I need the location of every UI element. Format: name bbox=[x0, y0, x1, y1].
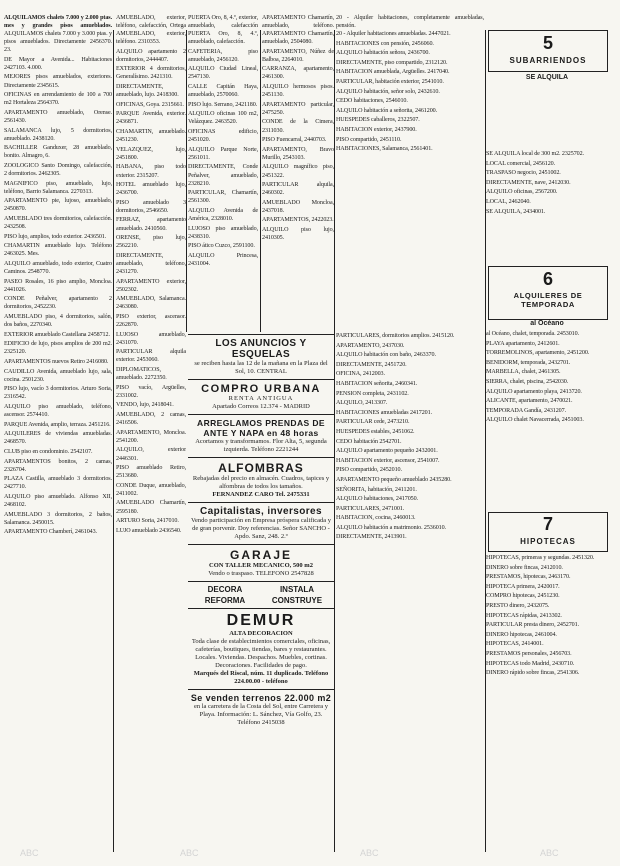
classified-ad: ALQUILO apartamento playa, 2413720. bbox=[486, 388, 582, 395]
classified-ad: CHAMARTIN, amueblado. 2451230. bbox=[116, 129, 186, 144]
classified-ad: EXTERIOR amueblado Castellana 2458712. bbox=[4, 331, 110, 338]
classified-ad: PARTICULARES, 2471001. bbox=[336, 505, 405, 512]
classified-ad: ALQUILO piso amueblado, teléfono, ascensor. 2574410. bbox=[4, 403, 112, 419]
classified-ad: ZOOLOGICO Santo Domingo, calefacción, 2 dormitorios. 2462305. bbox=[4, 162, 112, 177]
classified-ad: PISO amueblado Retiro, 2513680. bbox=[116, 465, 186, 480]
ad-demur-title: DEMUR bbox=[226, 612, 296, 629]
ad-alfombras-footer: FERNANDEZ CARO Tel. 2475331 bbox=[212, 491, 310, 498]
classified-column-6b bbox=[486, 330, 608, 508]
classified-ad: LUJOSO amueblado, 2431070. bbox=[116, 331, 186, 346]
classified-ad: APARTAMENTO, 2437030. bbox=[336, 342, 405, 349]
classified-ad: PISO compartido, 2451110. bbox=[336, 136, 402, 143]
classified-ad: AMUEBLADO Moncloa, 2437018. bbox=[262, 199, 334, 214]
classified-column-2 bbox=[116, 30, 186, 852]
classified-ad: PISO Fuencarral, 2440703. bbox=[262, 137, 327, 144]
classified-ad: ALQUILO chalet Navacerrada, 2451003. bbox=[486, 417, 584, 424]
classified-ad: PARTICULAR cede, 2473210. bbox=[336, 419, 410, 426]
ad-capitalistas-title: Capitalistas, inversores bbox=[200, 506, 322, 517]
classified-ad: PISO ático Cuzco, 2591100. bbox=[188, 243, 255, 250]
classified-ad: AMUEBLADO, Salamanca. 2463080. bbox=[116, 296, 186, 311]
classified-ad: APARTAMENTO particular, 2475250. bbox=[262, 101, 334, 116]
classified-ad: PRESTAMOS, hipotecas, 2463170. bbox=[486, 574, 571, 581]
classified-ad: PASEO Rosales, 16 piso amplio, Moncloa. 2441026. bbox=[4, 278, 112, 293]
classified-ad: APARTAMENTO exterior, 2502302. bbox=[116, 278, 186, 293]
classified-ad: TEMPORADA Gandía, 2431207. bbox=[486, 407, 567, 414]
classified-ad: CALLE Capitán Haya, amueblado, 2570060. bbox=[188, 84, 258, 99]
ad-alfombras bbox=[188, 458, 334, 503]
ad-decora bbox=[188, 582, 334, 609]
ad-capitalistas-text: Vendo participación en Empresa próspera calificada y de gran porvenir. Doy referencias. Señor SANCHO - Apdo. Sanz, 248. 2.º bbox=[190, 517, 332, 540]
classified-ad: PARTICULARES, dormitorios amplios. 2415120. bbox=[336, 333, 455, 339]
classified-ad: DIRECTAMENTE, piso compartido, 2312120. bbox=[336, 59, 448, 66]
classified-ad: MAGNIFICO piso, amueblado, lujo, teléfono, Barrio Salamanca. 2270313. bbox=[4, 180, 112, 195]
classified-ad: CAUDILLO Avenida, amueblado lujo, sala, cocina. 2501230. bbox=[4, 368, 112, 383]
classified-ad: HABITACIONES amuebladas 2417201. bbox=[336, 409, 432, 416]
classified-ad: PISO amueblado 3 dormitorios, 2546650. bbox=[116, 199, 186, 214]
abc-watermark: ABC bbox=[20, 848, 39, 858]
header-col2: AMUEBLADO, exterior, teléfono, calefacción, Ortega bbox=[116, 15, 186, 30]
classified-ad: CAFETERIA, piso amueblado, 2456120. bbox=[188, 48, 258, 63]
classified-ad: ALQUILO habitación a señorita, 2461200. bbox=[336, 107, 438, 114]
classified-ad: APARTAMENTO amueblado, Orense. 2561430. bbox=[4, 109, 112, 124]
classified-ad: OFICINAS en arrendamiento de 100 a 700 m2 Hortaleza 2564370. bbox=[4, 92, 112, 107]
classified-ad: DIRECTAMENTE, 2451720. bbox=[336, 361, 407, 368]
column-rule bbox=[334, 30, 335, 852]
classified-ad: ALQUILO, exterior 2446301. bbox=[116, 447, 186, 462]
classified-ad: PARQUE Avenida, exterior. 2436871. bbox=[116, 111, 186, 126]
classified-ad: FERRAZ, apartamento amueblado. 2410560. bbox=[116, 217, 186, 232]
display-ads-block bbox=[188, 334, 334, 730]
section-5-title: SUBARRIENDOS bbox=[509, 56, 587, 65]
ad-compro-title: COMPRO URBANA bbox=[201, 383, 321, 395]
abc-watermark: ABC bbox=[540, 848, 559, 858]
classified-ad: PRESTAMOS personales, 2456703. bbox=[486, 650, 572, 657]
classified-ad: ALQUILO hermosos pisos. 2451130. bbox=[262, 84, 334, 99]
classified-ad: ALQUILO oficinas, 2567200. bbox=[486, 189, 558, 196]
ad-compro bbox=[188, 380, 334, 415]
classified-column-5b bbox=[336, 332, 484, 852]
classified-ad: DE Mayor a Avenida... Habitaciones 2427103. 4.000. bbox=[4, 56, 112, 71]
classified-ad: HIPOTECAS, 2414001. bbox=[486, 641, 544, 648]
classified-ad: LUJO amueblado 2436540. bbox=[116, 527, 182, 534]
ad-compro-line2: Apartado Correos 12.374 - MADRID bbox=[212, 403, 310, 410]
classified-ad: HUESPEDES estables, 2451062. bbox=[336, 428, 415, 435]
classified-ad: ALQUILO habitación con baño, 2463370. bbox=[336, 352, 436, 359]
classified-ad: DINERO hipotecas, 2461004. bbox=[486, 631, 557, 638]
ad-terrenos-text: en la carretera de la Costa del Sol, entre Carretera y Playa. Información: L. Sánchez, Vía Golfo, 23. Teléfono 2415038 bbox=[193, 703, 329, 726]
classified-ad: VELAZQUEZ, lujo, 2451800. bbox=[116, 146, 186, 161]
classified-ad: PARTICULAR, habitación exterior, 2541010. bbox=[336, 78, 444, 85]
classified-ad: HIPOTECAS, primeras y segundas. 2451320. bbox=[486, 555, 595, 561]
classified-ad: ALQUILAMOS chalets 7.000 y 3.000 ptas. y pisos amueblados. Directamente 2456370. 23. bbox=[4, 31, 112, 54]
classified-ad: PARTICULAR alquila, 2460302. bbox=[262, 182, 334, 197]
classified-ad: AMUEBLADO, 2 camas, 2416506. bbox=[116, 412, 186, 427]
classified-ad: AMUEBLADO tres dormitorios, calefacción. 2432508. bbox=[4, 215, 112, 231]
classified-ad: APARTAMENTO, Núñez de Balboa, 2264010. bbox=[262, 48, 334, 63]
ad-terrenos bbox=[188, 690, 334, 730]
ad-anuncios-text: se reciben hasta las 12 de la mañana en la Plaza del Sol, 10. CENTRAL bbox=[194, 360, 328, 375]
classified-ad: ALQUILO habitaciones, 2417050. bbox=[336, 496, 418, 503]
classified-ad: ALQUILO habitación a matrimonio. 2536010. bbox=[336, 524, 446, 531]
classified-ad: HIPOTECA primera, 2420017. bbox=[486, 583, 560, 590]
abc-watermark: ABC bbox=[180, 848, 199, 858]
classified-ad: CARRANZA, apartamento, 2461300. bbox=[262, 66, 334, 81]
classified-ad: BACHILLER Ganduxer, 28 amueblado, bonito. Almagro, 6. bbox=[4, 145, 112, 160]
classified-ad: ALQUILO amueblado, todo exterior, Cuatro Caminos. 2548770. bbox=[4, 260, 112, 276]
classified-ad: LUJOSO piso amueblado, 2438310. bbox=[188, 225, 258, 240]
classified-ad: 20 - Alquiler habitaciones amuebladas. 2447021. bbox=[336, 31, 451, 37]
section-6-title: ALQUILERES DE TEMPORADA bbox=[513, 291, 583, 309]
ad-alfombras-title: ALFOMBRAS bbox=[218, 461, 304, 475]
classified-column-1 bbox=[4, 30, 112, 852]
ad-anuncios bbox=[188, 334, 334, 380]
classified-ad: APARTAMENTO Chamartín, amueblado, 2504080. bbox=[262, 31, 334, 46]
classified-ad: ALQUILO apartamento pequeño 2432001. bbox=[336, 448, 438, 455]
section-7-box bbox=[488, 512, 608, 552]
classified-ad: HOTEL amueblado lujo, 2436700. bbox=[116, 182, 186, 197]
classified-ad: DIRECTAMENTE, Conde Peñalver, amueblado, 2328210. bbox=[188, 164, 258, 187]
classified-ad: PENSION completa, 2431102. bbox=[336, 390, 409, 397]
header-col5: 20 - Alquiler habitaciones, completamente amuebladas, pensión. bbox=[336, 15, 484, 30]
section-5-subtitle: SE ALQUILA bbox=[525, 74, 569, 81]
classified-ad: PARTICULAR, Chamartín, 2561300. bbox=[188, 190, 258, 205]
ad-arreglamos bbox=[188, 415, 334, 458]
classified-ad: HIPOTECAS todo Madrid, 2430710. bbox=[486, 660, 575, 667]
classified-ad: EXTERIOR 4 dormitorios, Generalísimo. 2421310. bbox=[116, 66, 186, 81]
classified-ad: MARBELLA, chalet, 2461305. bbox=[486, 369, 561, 376]
column-rule bbox=[113, 30, 114, 852]
ad-garaje-title: GARAJE bbox=[229, 548, 292, 562]
classified-ad: CONDE de la Cimera, 2311030. bbox=[262, 119, 334, 134]
classified-column-5 bbox=[336, 30, 484, 332]
classified-ad: DINERO rápido sobre fincas, 2541306. bbox=[486, 670, 580, 677]
classified-ad: APARTAMENTO pequeño amueblado 2435280. bbox=[336, 476, 452, 483]
section-6-number: 6 bbox=[542, 269, 553, 289]
classified-ad: APARTAMENTOS, 2422023. bbox=[262, 217, 334, 224]
section-7-number: 7 bbox=[542, 514, 553, 534]
classified-ad: LOCAL comercial, 2456120. bbox=[486, 160, 556, 167]
classified-column-6 bbox=[486, 150, 608, 266]
classified-ad: ARTURO Soria, 2417010. bbox=[116, 518, 179, 525]
classified-ad: OFICINAS edificio, 2451020. bbox=[188, 129, 258, 144]
classified-ad: AMUEBLADO, exterior, teléfono. 2310353. bbox=[116, 31, 186, 46]
classified-ad: PARTICULAR presta dinero, 2452701. bbox=[486, 622, 579, 629]
ad-demur-text: Toda clase de establecimientos comerciales, oficinas, cafeterías, boutiques, tiendas, bares y restaurantes. Locales. Viviendas. Despachos. Muebles, cortinas. Decoraciones. Facilidades de pago. bbox=[191, 638, 331, 669]
classified-ad: AMUEBLADO Chamartín, 2595180. bbox=[116, 500, 186, 515]
ad-garaje-line2: Vendo o traspaso. TELEFONO 2547828 bbox=[208, 570, 314, 577]
classified-ad: CEDO habitación 2542701. bbox=[336, 438, 402, 445]
classified-ad: DIRECTAMENTE, nave, 2412030. bbox=[486, 179, 571, 186]
classified-ad: MEJORES pisos amueblados, exteriores. Directamente 2345615. bbox=[4, 74, 112, 89]
classified-ad: HIPOTECAS rápidas, 2413302. bbox=[486, 612, 562, 619]
classified-ad: ALQUILO Princesa, 2431004. bbox=[188, 252, 258, 267]
classified-ad: EDIFICIO de lujo, pisos amplios de 200 m2. 2325120. bbox=[4, 341, 112, 356]
classified-ad: ALQUILO Ciudad Lineal, 2547130. bbox=[188, 66, 258, 81]
classified-ad: ALQUILO piso lujo, 2410305. bbox=[262, 227, 334, 242]
classified-ad: ALQUILO Avenida de América, 2328010. bbox=[188, 207, 258, 222]
classified-ad: PISO lujo. Serrano, 2421180. bbox=[188, 101, 258, 108]
ad-garaje bbox=[188, 545, 334, 582]
classified-ad: CHAMARTIN amueblado lujo. Teléfono 2463025. Mes. bbox=[4, 243, 112, 258]
classified-ad: HABANA, piso todo exterior. 2315207. bbox=[116, 164, 186, 179]
header-col4: APARTAMENTO Chamartín, amueblado, teléfono. bbox=[262, 15, 334, 30]
classified-ad: SEÑORITA, habitación, 2411201. bbox=[336, 486, 417, 493]
classified-ad: ALQUILO piso amueblado. Alfonso XII, 2468102. bbox=[4, 493, 112, 508]
ad-compro-line1: RENTA ANTIGUA bbox=[228, 395, 294, 402]
classified-ad: AMUEBLADO piso, 4 dormitorios, salón, dos baños, 2270340. bbox=[4, 314, 112, 329]
classified-ad: ALICANTE, apartamento, 2470021. bbox=[486, 398, 573, 405]
ad-terrenos-title: Se venden terrenos 22.000 m2 bbox=[190, 693, 332, 703]
classified-ad: BENIDORM, temporada, 2432701. bbox=[486, 359, 571, 366]
ad-capitalistas bbox=[188, 503, 334, 545]
classified-ad: APARTAMENTO Chamberí, 2461043. bbox=[4, 529, 97, 536]
ad-decora-item: REFORMA bbox=[204, 596, 246, 605]
classified-ad: PARTICULAR alquila exterior. 2453060. bbox=[116, 349, 186, 364]
column-rule bbox=[260, 30, 261, 332]
classified-ad: PRESTO dinero, 2432075. bbox=[486, 602, 550, 609]
classified-ad: APARTAMENTO, Bravo Murillo, 2543103. bbox=[262, 146, 334, 161]
classified-ad: PISO exterior, ascensor. 2262870. bbox=[116, 314, 186, 329]
classified-ad: PISO lujo, amplios, todo exterior. 2436501. bbox=[4, 233, 107, 240]
classified-ad: CEDO habitaciones, 2546010. bbox=[336, 98, 408, 105]
classified-ad: CONDE Duque, amueblado, 2411002. bbox=[116, 482, 186, 497]
ad-arreglamos-text: Acortamos y transformamos. Flor Alta, 5, segunda izquierda. Teléfono 2221244 bbox=[195, 438, 327, 453]
ad-garaje-line1: CON TALLER MECANICO, 500 m2 bbox=[209, 562, 313, 569]
section-7-title: HIPOTECAS bbox=[520, 537, 576, 546]
classified-ad: HABITACIONES con pensión, 2456060. bbox=[336, 40, 434, 47]
classified-ad: HABITACION exterior, ascensor, 2541007. bbox=[336, 457, 440, 464]
classified-ad: LOCAL, 2462040. bbox=[486, 198, 531, 205]
classified-ad: DINERO sobre fincas, 2412010. bbox=[486, 564, 563, 571]
classified-ad: ALQUILO magnífico piso, 2451322. bbox=[262, 164, 334, 179]
ad-anuncios-title: LOS ANUNCIOS Y ESQUELAS bbox=[215, 338, 307, 360]
classified-ad: ALQUILO Parque Norte, 2561011. bbox=[188, 146, 258, 161]
classified-ad: ORENSE, piso lujo, 2562210. bbox=[116, 235, 186, 250]
classified-ad: OFICINA, 2412003. bbox=[336, 371, 385, 378]
classified-ad: APARTAMENTOS nuevos Retiro 2416080. bbox=[4, 358, 109, 365]
classified-ad: SIERRA, chalet, piscina, 2542030. bbox=[486, 378, 569, 385]
classified-ad: DIPLOMATICOS, amueblado. 2272350. bbox=[116, 367, 167, 382]
classified-ad: OFICINAS, Goya. 2315661. bbox=[116, 101, 184, 108]
classified-ad: AMUEBLADO 3 dormitorios, 2 baños, Salamanca. 2450015. bbox=[4, 511, 112, 526]
column-rule bbox=[186, 30, 187, 332]
classified-ad: PISO lujo, vacío 3 dormitorios. Arturo Soria, 2316542. bbox=[4, 386, 112, 401]
ad-arreglamos-title: ARREGLAMOS PRENDAS DE ANTE Y NAPA en 48 horas bbox=[197, 418, 325, 438]
section-5-number: 5 bbox=[542, 33, 553, 53]
classified-ad: HABITACIONES, Salamanca, 2561401. bbox=[336, 146, 433, 153]
classified-ad: APARTAMENTO, Moncloa. 2541200. bbox=[116, 429, 186, 444]
classified-ad: ALQUILO oficinas 100 m2, Velázquez. 2463520. bbox=[188, 111, 258, 126]
classified-ad: ALQUILO, 2413307. bbox=[336, 400, 388, 407]
classified-ad: COMPRO hipotecas, 2451230. bbox=[486, 593, 560, 600]
classified-ad: PLAYA apartamento, 2412601. bbox=[486, 340, 560, 347]
classified-column-4 bbox=[262, 30, 334, 332]
classified-ad: ALQUILO habitación, señor solo, 2432610. bbox=[336, 88, 440, 95]
classified-ad: PISO vacío, Argüelles, 2331002. bbox=[116, 384, 186, 399]
classified-ad: APARTAMENTOS bonitos, 2 camas, 2326704. bbox=[4, 458, 112, 473]
classified-ad: HABITACION señorita, 2460341. bbox=[336, 380, 418, 387]
classified-ad: TORREMOLINOS, apartamento, 2451200. bbox=[486, 350, 590, 357]
classified-ad: HUESPEDES caballeros, 2322507. bbox=[336, 117, 420, 124]
section-6-subtitle: al Océano bbox=[530, 320, 564, 327]
classified-column-6c bbox=[486, 554, 608, 852]
ad-demur-sub: ALTA DECORACION bbox=[229, 630, 293, 637]
classified-ad: VENDO, lujo, 2418041. bbox=[116, 402, 174, 409]
classified-ad: HABITACION, cocina, 2460013. bbox=[336, 515, 416, 522]
ad-demur-footer: Marqués del Riscal, núm. 11 duplicado. Teléfono 224.00.00 - teléfono bbox=[193, 670, 329, 685]
classified-ad: PISO compartido, 2452010. bbox=[336, 467, 402, 474]
classified-ad: PARQUE Avenida, amplio, terraza. 2451216. bbox=[4, 421, 111, 428]
classified-ad: ALQUILO apartamento 2 dormitorios, 2444407. bbox=[116, 48, 186, 63]
classified-ad: CONDE Peñalver, apartamento 2 dormitorios, 2452230. bbox=[4, 296, 112, 311]
abc-watermark: ABC bbox=[360, 848, 379, 858]
ad-demur bbox=[188, 609, 334, 690]
classified-ad: SE ALQUILA, 2434001. bbox=[486, 208, 546, 215]
classified-ad: ALQUILERES de viviendas amuebladas. 2468570. bbox=[4, 431, 112, 446]
classified-ad: HABITACION exterior, 2437900. bbox=[336, 126, 417, 133]
classified-ad: HABITACION amueblada, Argüelles. 2417040. bbox=[336, 69, 450, 76]
section-5-box bbox=[488, 30, 608, 72]
ad-decora-item: DECORA bbox=[207, 585, 243, 594]
classified-ad: al Océano, chalet, temporada. 2453010. bbox=[486, 331, 579, 337]
classified-ad: DIRECTAMENTE, amueblado, lujo. 2418300. bbox=[116, 84, 179, 99]
classified-ad: APARTAMENTO pie, lujoso, amueblado, 2450870. bbox=[4, 198, 112, 213]
classified-ad: PLAZA Castilla, amueblado 3 dormitorios. 2427710. bbox=[4, 476, 112, 491]
classified-ad: CLUB piso en condominio. 2542107. bbox=[4, 448, 93, 455]
classified-ad: DIRECTAMENTE, amueblado, teléfono, 2431270. bbox=[116, 252, 186, 276]
classified-ad: PUERTA Oro, 8, 4.º, amueblado, calefacción. bbox=[188, 31, 258, 46]
classified-ad: TRASPASO negocio, 2451002. bbox=[486, 170, 561, 177]
classified-column-3 bbox=[188, 30, 258, 332]
classified-ad: DIRECTAMENTE, 2413901. bbox=[336, 534, 407, 541]
section-6-box bbox=[488, 266, 608, 320]
header-col3: PUERTA Oro, 8, 4.º, exterior, amueblado, calefacción bbox=[188, 15, 258, 30]
classified-ad: ALQUILO habitación señora, 2436700. bbox=[336, 50, 430, 57]
classified-ad: SALAMANCA lujo, 5 dormitorios, amueblado. 2438120. bbox=[4, 127, 112, 142]
ad-decora-item: INSTALA bbox=[279, 585, 315, 594]
classified-ad: SE ALQUILA local de 300 m2. 2325702. bbox=[486, 151, 584, 157]
header-col1: ALQUILAMOS chalets 7.000 y 2.000 ptas. mes y grandes pisos amueblados. bbox=[4, 15, 112, 30]
ad-decora-item: CONSTRUYE bbox=[271, 596, 323, 605]
ad-alfombras-text: Rebajadas del precio en almacén. Cuadros, tapices y alfombras de todos los tamaños. bbox=[192, 475, 330, 490]
